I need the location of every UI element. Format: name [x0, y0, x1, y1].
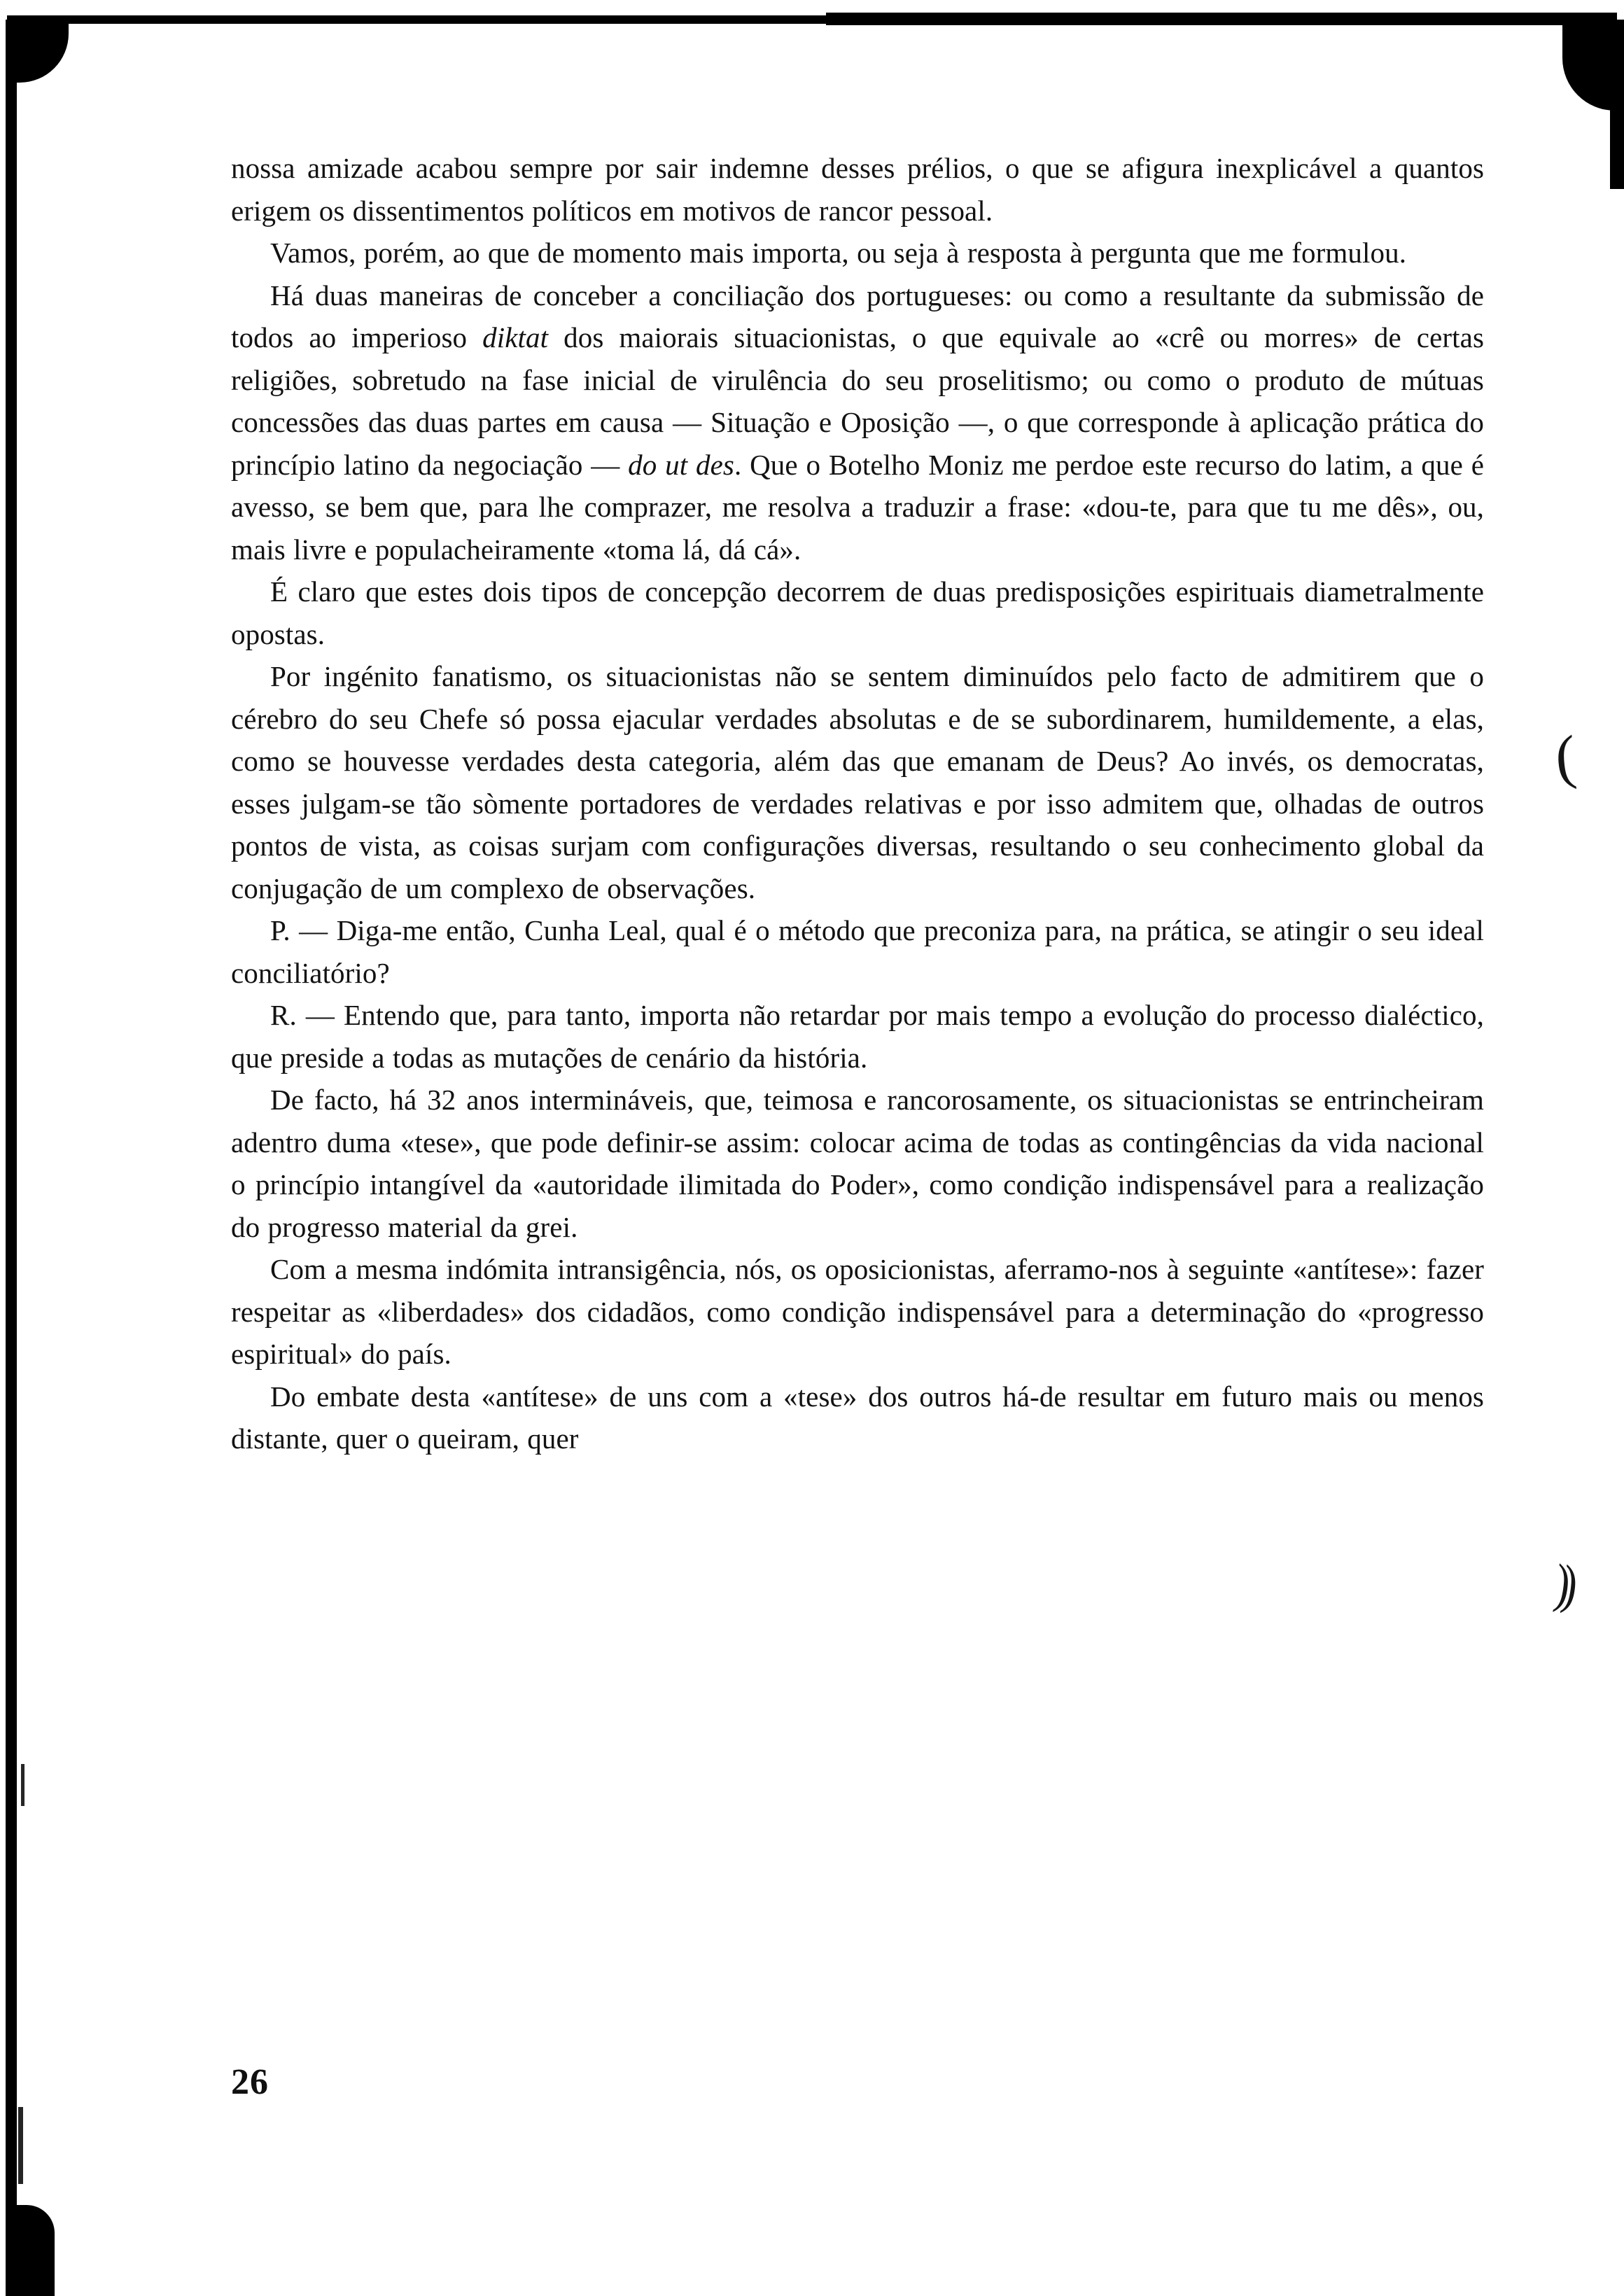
marginalia-paren-mark: (: [1552, 722, 1578, 792]
paragraph-text-segment: . Que o Botelho Moniz me perdoe este recurso do latim, a que é avesso, se bem que, para lhe comprazer, me resolva a traduzir a frase: «dou-te, para que tu me dês», ou, mais livre e populacheiramente «toma lá, dá cá».: [231, 448, 1484, 566]
paragraph-answer: R. — Entendo que, para tanto, importa não retardar por mais tempo a evolução do processo dialéctico, que preside a todas as mutações de cenário da história.: [231, 999, 1484, 1074]
scan-speckle: [21, 1764, 24, 1806]
scan-corner-top-left: [6, 20, 69, 83]
scan-edge-right: [1610, 21, 1624, 189]
marginalia-squiggle-mark: )): [1551, 1553, 1575, 1615]
scan-edge-top-right: [826, 13, 1617, 25]
paragraph-por-ingenito-fanatismo: Por ingénito fanatismo, os situacionistas não se sentem diminuídos pelo facto de admitirem que o cérebro do seu Chefe só possa ejacular verdades absolutas e de se subordinarem, humildemente, a elas, como se houvesse verdades desta categoria, além das que emanam de Deus? Ao invés, os democratas, esses julgam-se tão sòmente portadores de verdades relativas e por isso admitem que, olhadas de outros pontos de vista, as coisas surjam com configurações diversas, resultando o seu conhecimento global da conjugação de um complexo de observações.: [231, 660, 1484, 904]
paragraph-text-segment: Há duas maneiras de conceber a conciliação dos portugueses: ou como a resultante da submissão de todos ao imperioso: [231, 279, 1484, 354]
latin-term-diktat: diktat: [482, 321, 549, 354]
scan-speckle: [18, 2107, 23, 2184]
scan-edge-left: [6, 21, 17, 2247]
scan-corner-top-right: [1562, 20, 1624, 111]
scan-edge-top: [7, 15, 1617, 24]
paragraph-ha-duas-maneiras: [231, 274, 1484, 571]
paragraph-question: P. — Diga-me então, Cunha Leal, qual é o método que preconiza para, na prática, se atingir o seu ideal conciliatório?: [231, 914, 1484, 989]
paragraph-com-a-mesma-indomita: Com a mesma indómita intransigência, nós, os oposicionistas, aferramo-nos à seguinte «antítese»: fazer respeitar as «liberdades» dos cidadãos, como condição indispensável para a determinação do «progresso espiritual» do país.: [231, 1253, 1484, 1370]
text-column: [231, 147, 1484, 1460]
paragraph-de-facto: De facto, há 32 anos intermináveis, que, teimosa e rancorosamente, os situacionistas se entrincheiram adentro duma «tese», que pode definir-se assim: colocar acima de todas as contingências da vida nacional o princípio intangível da «autoridade ilimitada do Poder», como condição indispensável para a realização do progresso material da grei.: [231, 1084, 1484, 1243]
page-number: 26: [231, 2062, 269, 2102]
scan-corner-bottom-left: [6, 2205, 55, 2296]
paragraph-amizade: nossa amizade acabou sempre por sair indemne desses prélios, o que se afigura inexplicável a quantos erigem os dissentimentos políticos em motivos de rancor pessoal.: [231, 152, 1484, 227]
paragraph-text-segment: dos maiorais situacionistas, o que equivale ao «crê ou morres» de certas religiões, sobretudo na fase inicial de virulência do seu proselitismo; ou como o produto de mútuas concessões das duas partes em causa — Situação e Oposição —, o que corresponde à aplicação prática do princípio latino da negociação —: [231, 321, 1484, 481]
paragraph-do-embate: Do embate desta «antítese» de uns com a «tese» dos outros há-de resultar em futuro mais ou menos distante, quer o queiram, quer: [231, 1380, 1484, 1455]
paragraph-e-claro: É claro que estes dois tipos de concepção decorrem de duas predisposições espirituais diametralmente opostas.: [231, 575, 1484, 650]
paragraph-vamos: Vamos, porém, ao que de momento mais importa, ou seja à resposta à pergunta que me formulou.: [270, 237, 1407, 269]
latin-term-do-ut-des: do ut des: [628, 448, 734, 481]
